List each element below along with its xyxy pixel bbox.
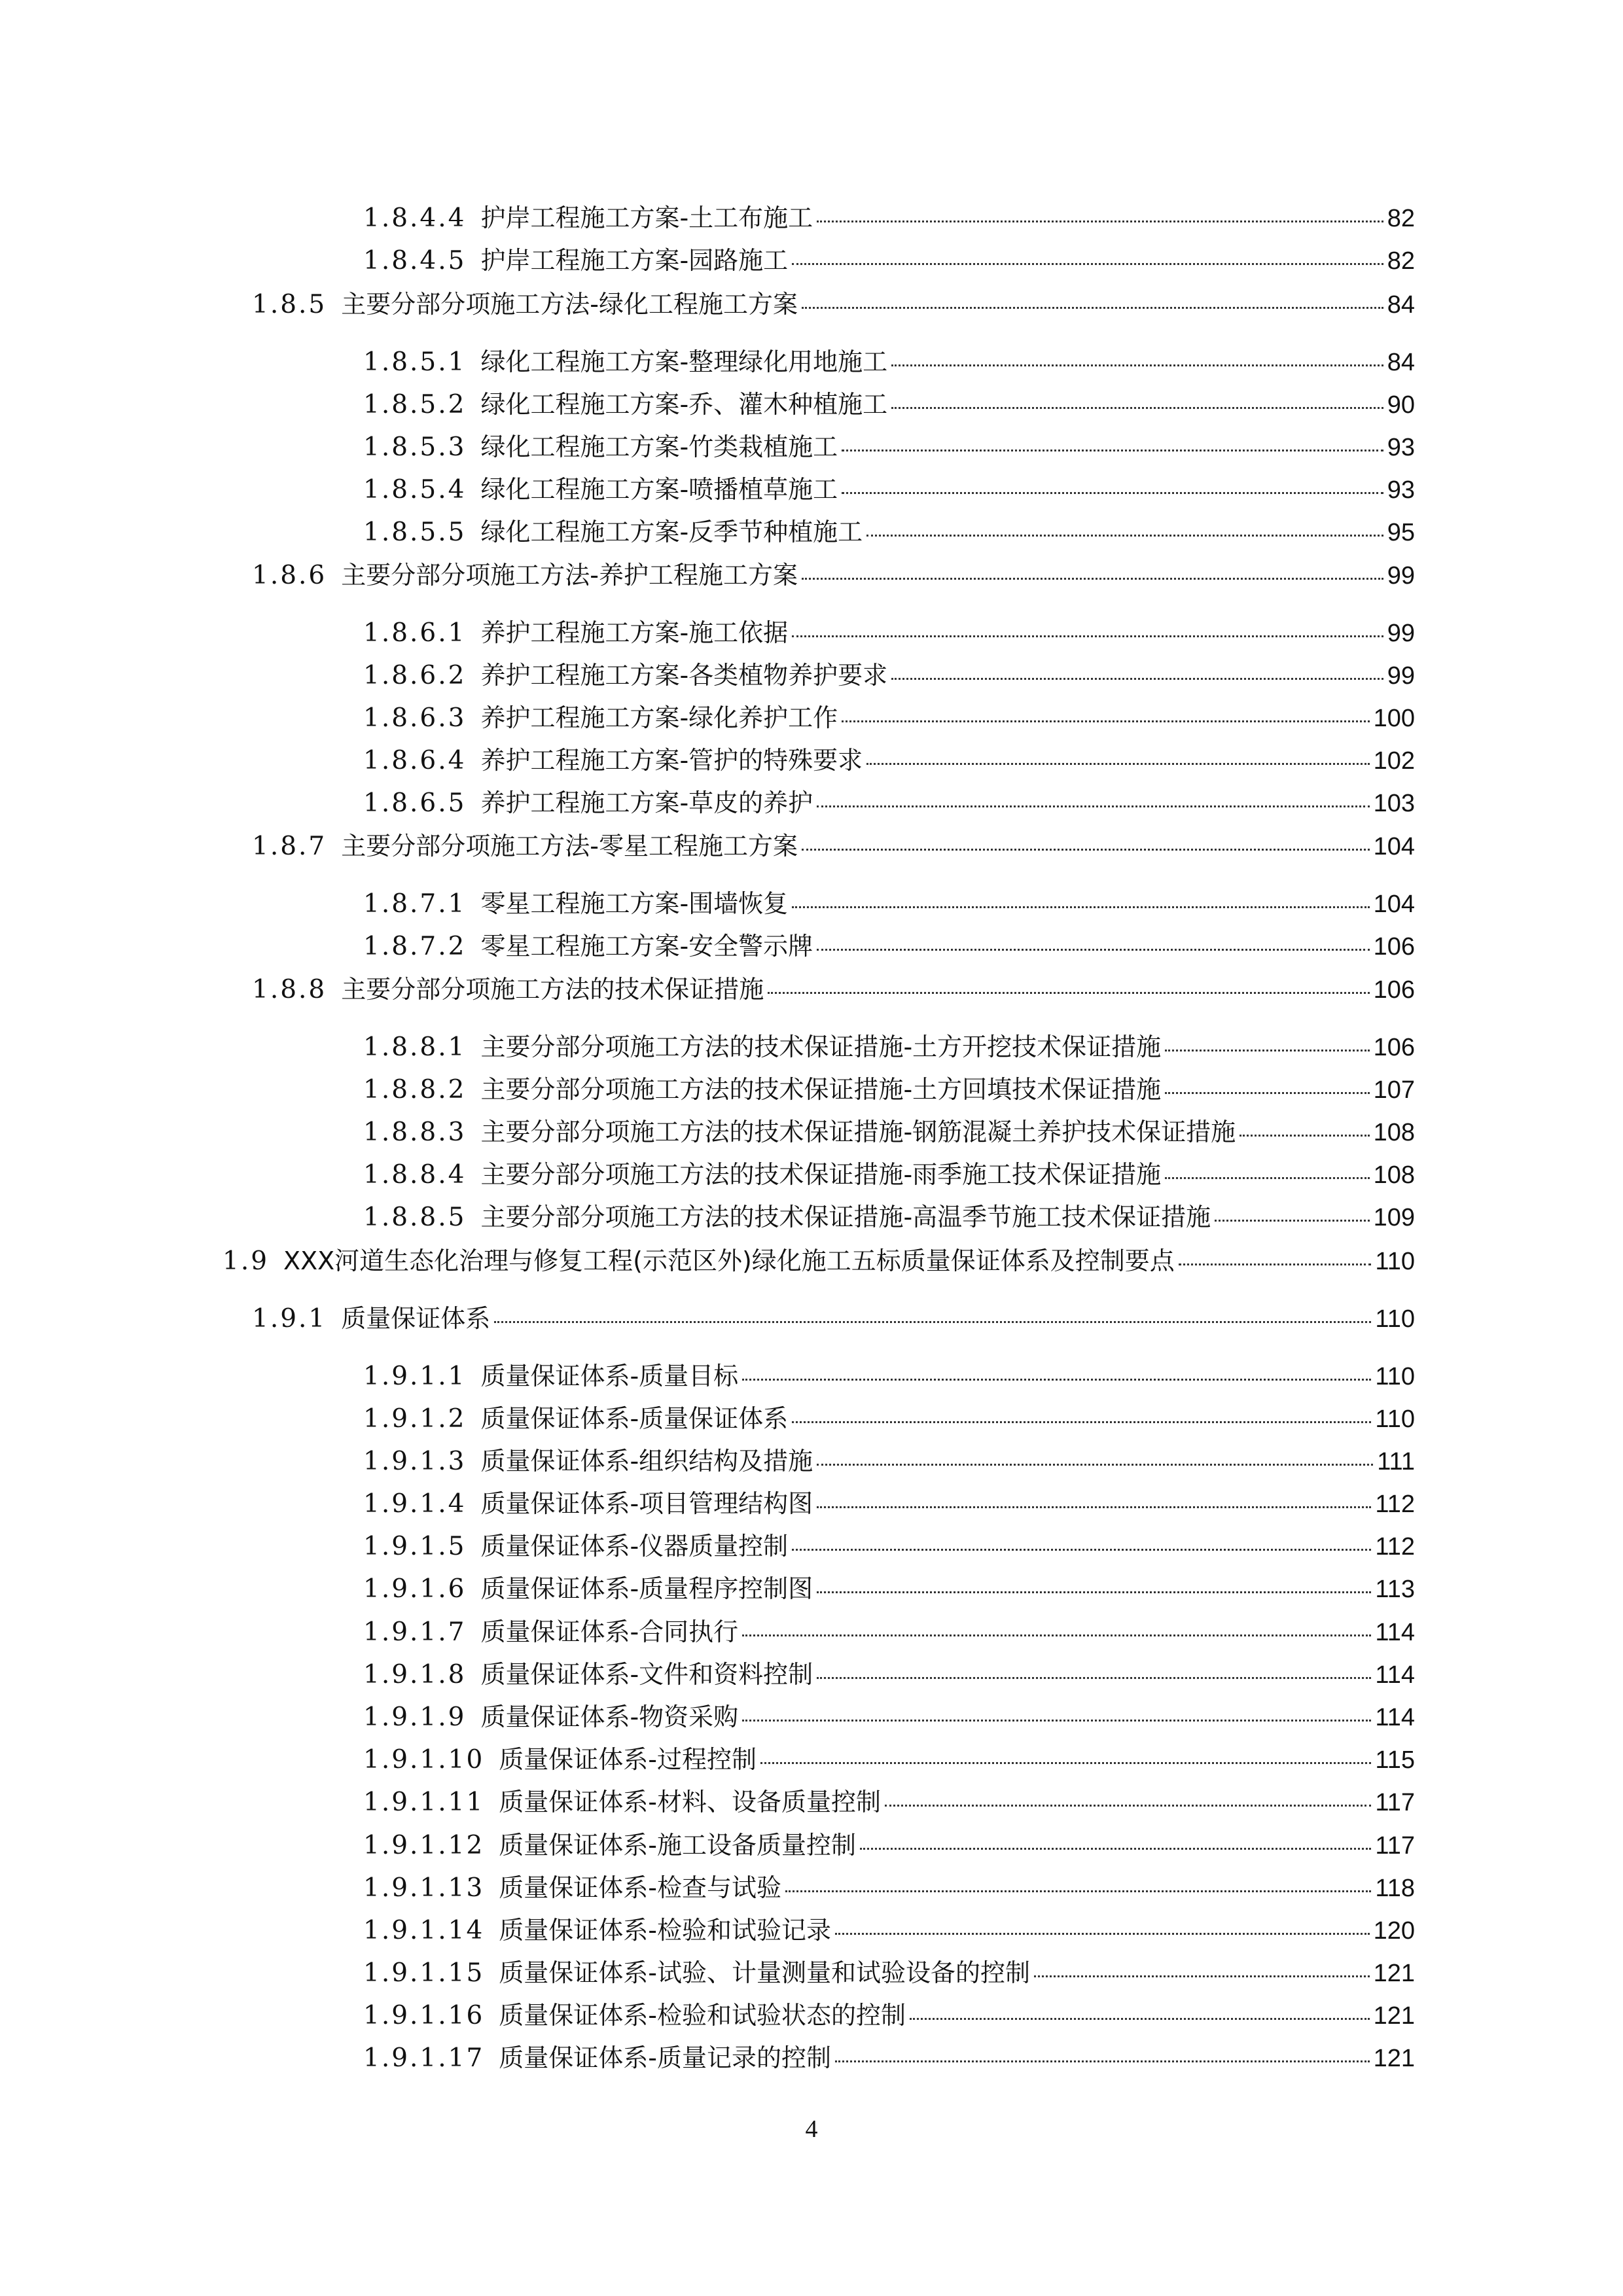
dot-leader xyxy=(1034,1975,1370,1977)
toc-entry[interactable] xyxy=(252,559,1415,592)
toc-entry-page: 110 xyxy=(1375,1248,1415,1275)
dot-leader xyxy=(835,1933,1370,1935)
toc-entry-page: 82 xyxy=(1387,247,1415,275)
toc-entry-page: 106 xyxy=(1373,1034,1415,1061)
toc-entry-number: 1.9.1.12 xyxy=(363,1831,485,1860)
toc-entry[interactable] xyxy=(363,659,1415,692)
toc-entry-number: 1.9.1.6 xyxy=(363,1574,467,1604)
toc-entry[interactable] xyxy=(363,1487,1415,1520)
page-number: 4 xyxy=(805,2115,818,2143)
toc-entry-page: 90 xyxy=(1387,391,1415,419)
toc-entry-page: 99 xyxy=(1387,562,1415,590)
toc-entry[interactable] xyxy=(363,1829,1415,1862)
dot-leader xyxy=(792,906,1369,908)
dot-leader xyxy=(817,221,1383,222)
toc-entry-title: 养护工程施工方案-管护的特殊要求 xyxy=(480,746,863,775)
toc-entry-number: 1.9.1.4 xyxy=(363,1489,467,1519)
toc-entry-number: 1.9.1.16 xyxy=(363,2001,485,2030)
toc-entry[interactable] xyxy=(363,1572,1415,1605)
toc-entry[interactable] xyxy=(363,616,1415,649)
toc-entry-number: 1.9.1.3 xyxy=(363,1447,467,1476)
toc-entry-number: 1.8.5.1 xyxy=(363,347,467,377)
toc-entry-page: 103 xyxy=(1373,790,1415,817)
toc-entry[interactable] xyxy=(363,1445,1415,1477)
toc-entry-title: 质量保证体系-检查与试验 xyxy=(499,1873,781,1902)
dot-leader xyxy=(742,1634,1371,1636)
toc-entry[interactable] xyxy=(363,345,1415,378)
toc-entry[interactable] xyxy=(363,1616,1415,1648)
dot-leader xyxy=(817,1464,1373,1466)
toc-entry-page: 121 xyxy=(1373,2002,1415,2030)
toc-entry-page: 115 xyxy=(1375,1746,1415,1774)
toc-entry-number: 1.9 xyxy=(223,1246,270,1276)
toc-entry-title: 质量保证体系-检验和试验状态的控制 xyxy=(499,2001,906,2030)
toc-entry-title: 质量保证体系-检验和试验记录 xyxy=(499,1916,831,1945)
dot-leader xyxy=(842,492,1383,494)
toc-entry-number: 1.9.1.5 xyxy=(363,1532,467,1561)
toc-entry-title: 护岸工程施工方案-土工布施工 xyxy=(480,203,813,232)
toc-entry-page: 84 xyxy=(1387,291,1415,319)
toc-entry-title: 质量保证体系-合同执行 xyxy=(480,1617,739,1646)
toc-entry-title: 主要分部分项施工方法的技术保证措施-雨季施工技术保证措施 xyxy=(480,1160,1162,1189)
toc-entry[interactable] xyxy=(252,973,1415,1006)
toc-entry[interactable] xyxy=(363,1999,1415,2032)
toc-entry-number: 1.8.6.1 xyxy=(363,618,467,648)
toc-entry-page: 93 xyxy=(1387,476,1415,504)
toc-entry[interactable] xyxy=(363,930,1415,963)
toc-entry-number: 1.8.8.4 xyxy=(363,1160,467,1190)
dot-leader xyxy=(842,450,1383,451)
toc-entry-number: 1.9.1 xyxy=(252,1304,327,1333)
dot-leader xyxy=(1165,1050,1369,1051)
toc-entry-title: 主要分部分项施工方法的技术保证措施 xyxy=(341,975,764,1004)
dot-leader xyxy=(817,1591,1371,1593)
toc-entry-title: 质量保证体系-施工设备质量控制 xyxy=(499,1831,856,1860)
toc-entry[interactable] xyxy=(363,1402,1415,1435)
toc-entry-title: 质量保证体系-过程控制 xyxy=(499,1745,757,1774)
dot-leader xyxy=(802,578,1383,580)
toc-entry-title: XXX河道生态化治理与修复工程(示范区外)绿化施工五标质量保证体系及控制要点 xyxy=(283,1246,1175,1275)
toc-entry[interactable] xyxy=(363,1701,1415,1733)
toc-entry[interactable] xyxy=(363,1073,1415,1106)
toc-entry[interactable] xyxy=(363,1201,1415,1233)
dot-leader xyxy=(792,263,1383,265)
toc-entry-title: 绿化工程施工方案-整理绿化用地施工 xyxy=(480,347,888,376)
toc-entry-number: 1.9.1.17 xyxy=(363,2043,485,2073)
toc-entry-title: 质量保证体系-物资采购 xyxy=(480,1703,739,1731)
toc-entry[interactable] xyxy=(363,473,1415,506)
toc-entry-page: 114 xyxy=(1375,1661,1415,1689)
toc-entry[interactable] xyxy=(363,1158,1415,1191)
toc-entry-title: 质量保证体系-仪器质量控制 xyxy=(480,1532,789,1561)
dot-leader xyxy=(792,1421,1371,1423)
toc-entry-title: 质量保证体系 xyxy=(341,1304,491,1333)
toc-entry[interactable] xyxy=(363,1031,1415,1063)
dot-leader xyxy=(842,720,1369,722)
toc-entry-title: 质量保证体系-组织结构及措施 xyxy=(480,1447,813,1475)
toc-entry-page: 99 xyxy=(1387,662,1415,690)
toc-entry[interactable] xyxy=(363,2041,1415,2074)
toc-entry-page: 84 xyxy=(1387,349,1415,376)
toc-entry[interactable] xyxy=(252,288,1415,321)
toc-entry-number: 1.9.1.10 xyxy=(363,1745,485,1775)
toc-entry-page: 102 xyxy=(1373,747,1415,775)
toc-entry-number: 1.9.1.8 xyxy=(363,1660,467,1689)
toc-entry-page: 112 xyxy=(1375,1533,1415,1561)
toc-entry[interactable] xyxy=(363,1871,1415,1904)
toc-entry-title: 护岸工程施工方案-园路施工 xyxy=(480,246,789,275)
toc-entry[interactable] xyxy=(363,1116,1415,1148)
dot-leader xyxy=(792,635,1383,637)
toc-entry[interactable] xyxy=(223,1245,1415,1277)
dot-leader xyxy=(742,1379,1371,1381)
toc-entry-number: 1.8.8.3 xyxy=(363,1118,467,1147)
toc-entry[interactable] xyxy=(363,388,1415,421)
toc-entry-number: 1.8.8.1 xyxy=(363,1033,467,1062)
toc-entry[interactable] xyxy=(363,701,1415,734)
toc-entry-title: 主要分部分项施工方法的技术保证措施-土方回填技术保证措施 xyxy=(480,1075,1162,1104)
toc-entry-page: 110 xyxy=(1375,1405,1415,1433)
toc-entry-number: 1.8.6.5 xyxy=(363,788,467,818)
toc-entry-page: 120 xyxy=(1373,1917,1415,1945)
dot-leader xyxy=(1240,1135,1369,1137)
toc-entry[interactable] xyxy=(363,1786,1415,1818)
toc-entry-number: 1.8.6.2 xyxy=(363,661,467,690)
toc-entry-number: 1.8.8.5 xyxy=(363,1203,467,1232)
toc-entry-page: 108 xyxy=(1373,1119,1415,1146)
toc-entry-page: 109 xyxy=(1373,1204,1415,1231)
toc-entry-page: 113 xyxy=(1375,1576,1415,1603)
dot-leader xyxy=(494,1321,1371,1323)
dot-leader xyxy=(891,678,1383,680)
dot-leader xyxy=(866,535,1383,537)
toc-entry[interactable] xyxy=(363,786,1415,819)
toc-entry-number: 1.8.4.4 xyxy=(363,203,467,233)
toc-entry-number: 1.8.5.5 xyxy=(363,518,467,547)
toc-entry-page: 111 xyxy=(1377,1448,1415,1475)
toc-entry-page: 118 xyxy=(1375,1875,1415,1902)
toc-entry-number: 1.8.7 xyxy=(252,832,327,861)
toc-entry-page: 107 xyxy=(1373,1076,1415,1104)
toc-entry-title: 质量保证体系-文件和资料控制 xyxy=(480,1660,813,1689)
toc-entry-page: 95 xyxy=(1387,519,1415,546)
toc-entry-title: 养护工程施工方案-草皮的养护 xyxy=(480,788,813,817)
toc-entry-page: 121 xyxy=(1373,1960,1415,1987)
dot-leader xyxy=(1179,1263,1372,1265)
toc-entry-title: 主要分部分项施工方法-绿化工程施工方案 xyxy=(341,290,798,319)
toc-entry-page: 106 xyxy=(1373,976,1415,1004)
toc-entry-title: 绿化工程施工方案-竹类栽植施工 xyxy=(480,433,838,461)
toc-entry-number: 1.8.4.5 xyxy=(363,246,467,275)
dot-leader xyxy=(1215,1220,1369,1222)
toc-entry[interactable] xyxy=(363,1360,1415,1392)
dot-leader xyxy=(910,2018,1370,2020)
toc-entry-number: 1.9.1.13 xyxy=(363,1873,485,1903)
toc-entry-title: 质量保证体系-质量程序控制图 xyxy=(480,1574,813,1603)
toc-entry-number: 1.8.8.2 xyxy=(363,1075,467,1104)
toc-entry[interactable] xyxy=(363,1530,1415,1563)
toc-entry-page: 82 xyxy=(1387,205,1415,232)
dot-leader xyxy=(835,2060,1370,2062)
toc-entry-number: 1.9.1.14 xyxy=(363,1916,485,1945)
toc-entry[interactable] xyxy=(252,1302,1415,1335)
toc-entry-title: 质量保证体系-质量保证体系 xyxy=(480,1404,789,1433)
toc-entry-title: 主要分部分项施工方法-养护工程施工方案 xyxy=(341,561,798,590)
toc-entry-title: 主要分部分项施工方法的技术保证措施-高温季节施工技术保证措施 xyxy=(480,1203,1211,1231)
dot-leader xyxy=(885,1805,1371,1807)
toc-entry[interactable] xyxy=(363,431,1415,463)
toc-entry-number: 1.9.1.15 xyxy=(363,1958,485,1988)
toc-entry-number: 1.9.1.11 xyxy=(363,1788,485,1817)
toc-entry-title: 质量保证体系-材料、设备质量控制 xyxy=(499,1788,881,1816)
dot-leader xyxy=(742,1720,1371,1722)
dot-leader xyxy=(1165,1177,1369,1179)
dot-leader xyxy=(860,1848,1371,1850)
toc-entry-page: 106 xyxy=(1373,933,1415,961)
toc-entry-page: 93 xyxy=(1387,434,1415,461)
toc-entry-title: 零星工程施工方案-围墙恢复 xyxy=(480,889,789,918)
toc-entry[interactable] xyxy=(363,1743,1415,1776)
toc-entry-page: 108 xyxy=(1373,1161,1415,1189)
toc-entry[interactable] xyxy=(363,1956,1415,1989)
toc-entry-page: 110 xyxy=(1375,1305,1415,1333)
toc-entry-title: 质量保证体系-项目管理结构图 xyxy=(480,1489,813,1518)
dot-leader xyxy=(785,1890,1371,1892)
toc-entry[interactable] xyxy=(363,202,1415,234)
toc-entry-title: 质量保证体系-质量记录的控制 xyxy=(499,2043,831,2072)
toc-entry-title: 质量保证体系-质量目标 xyxy=(480,1362,739,1390)
toc-entry[interactable] xyxy=(363,1914,1415,1947)
dot-leader xyxy=(1165,1092,1369,1094)
dot-leader xyxy=(817,949,1369,951)
toc-entry-number: 1.9.1.7 xyxy=(363,1617,467,1647)
toc-entry-number: 1.8.5.3 xyxy=(363,433,467,462)
toc-entry-title: 养护工程施工方案-施工依据 xyxy=(480,618,789,647)
toc-entry-number: 1.8.8 xyxy=(252,975,327,1004)
toc-entry-page: 104 xyxy=(1373,833,1415,860)
toc-entry-number: 1.8.7.2 xyxy=(363,932,467,961)
toc-entry-title: 零星工程施工方案-安全警示牌 xyxy=(480,932,813,961)
toc-entry-page: 114 xyxy=(1375,1704,1415,1731)
toc-entry-number: 1.8.5 xyxy=(252,290,327,319)
toc-entry[interactable] xyxy=(363,244,1415,277)
toc-entry-page: 117 xyxy=(1375,1832,1415,1860)
toc-entry[interactable] xyxy=(252,830,1415,862)
dot-leader xyxy=(802,307,1383,309)
dot-leader xyxy=(792,1549,1371,1551)
toc-entry-title: 主要分部分项施工方法-零星工程施工方案 xyxy=(341,832,798,860)
toc-entry-number: 1.8.6.3 xyxy=(363,703,467,733)
toc-entry-title: 绿化工程施工方案-乔、灌木种植施工 xyxy=(480,390,888,419)
dot-leader xyxy=(817,1677,1371,1679)
toc-entry-title: 养护工程施工方案-绿化养护工作 xyxy=(480,703,838,732)
toc-entry-page: 121 xyxy=(1373,2045,1415,2072)
toc-entry-page: 99 xyxy=(1387,620,1415,647)
toc-entry-page: 100 xyxy=(1373,705,1415,732)
toc-entry-number: 1.8.5.4 xyxy=(363,475,467,504)
dot-leader xyxy=(891,364,1383,366)
dot-leader xyxy=(817,1506,1371,1508)
toc-entry-page: 117 xyxy=(1375,1789,1415,1816)
toc-entry-number: 1.9.1.2 xyxy=(363,1404,467,1434)
toc-entry-number: 1.9.1.9 xyxy=(363,1703,467,1732)
toc-entry[interactable] xyxy=(363,744,1415,777)
toc-entry-page: 110 xyxy=(1375,1363,1415,1390)
toc-entry-title: 主要分部分项施工方法的技术保证措施-土方开挖技术保证措施 xyxy=(480,1033,1162,1061)
toc-entry-title: 质量保证体系-试验、计量测量和试验设备的控制 xyxy=(499,1958,1030,1987)
dot-leader xyxy=(768,992,1369,994)
toc-entry-title: 绿化工程施工方案-喷播植草施工 xyxy=(480,475,838,504)
toc-entry[interactable] xyxy=(363,516,1415,548)
dot-leader xyxy=(802,849,1370,851)
dot-leader xyxy=(817,805,1369,807)
dot-leader xyxy=(760,1762,1371,1764)
toc-entry-title: 主要分部分项施工方法的技术保证措施-钢筋混凝土养护技术保证措施 xyxy=(480,1118,1236,1146)
toc-entry-number: 1.8.7.1 xyxy=(363,889,467,919)
toc-entry[interactable] xyxy=(363,1658,1415,1691)
toc-entry-number: 1.8.6 xyxy=(252,561,327,590)
toc-entry-page: 104 xyxy=(1373,891,1415,918)
toc-entry-page: 114 xyxy=(1375,1619,1415,1646)
toc-entry[interactable] xyxy=(363,887,1415,920)
toc-entry-number: 1.9.1.1 xyxy=(363,1362,467,1391)
dot-leader xyxy=(866,763,1369,765)
toc-entry-page: 112 xyxy=(1375,1491,1415,1518)
toc-entry-number: 1.8.5.2 xyxy=(363,390,467,419)
toc-entry-number: 1.8.6.4 xyxy=(363,746,467,775)
toc-entry-title: 养护工程施工方案-各类植物养护要求 xyxy=(480,661,888,690)
toc-entry-title: 绿化工程施工方案-反季节种植施工 xyxy=(480,518,863,546)
dot-leader xyxy=(891,407,1383,409)
